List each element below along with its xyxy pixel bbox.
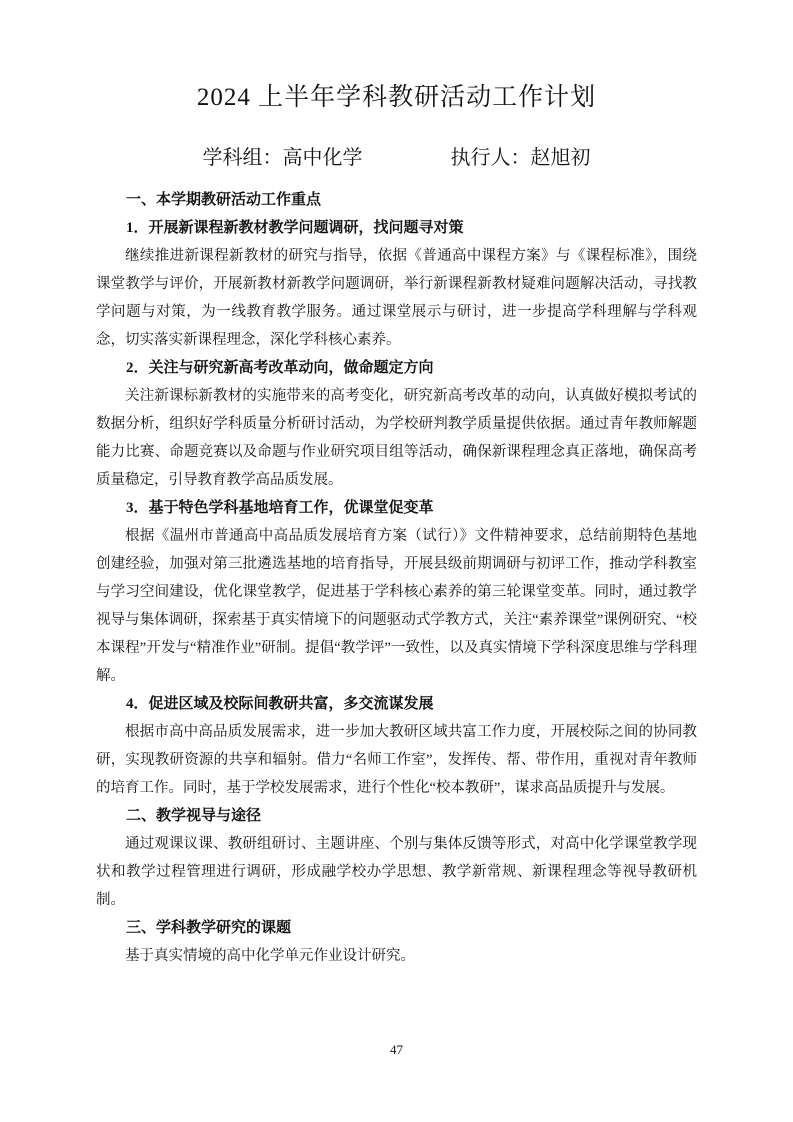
section-supervision — [96, 802, 697, 914]
subject-group — [203, 144, 363, 172]
section-heading: 三、学科教学研究的课题 — [126, 920, 292, 936]
subject-group-value: 高中化学 — [282, 147, 363, 169]
executor — [451, 144, 591, 172]
item-paragraph: 根据市高中高品质发展需求，进一步加大教研区域共富工作力度，开展校际之间的协同教研，实现教研资源的共享和辐射。借力“名师工作室”，发挥传、帮、带作用，重视对青年教师的培育工作。同时，基于学校发展需求，进行个性化“校本教研”，谋求高品质提升与发展。 — [96, 724, 697, 796]
item-paragraph: 关注新课标新教材的实施带来的高考变化，研究新高考改革的动向，认真做好模拟考试的数据分析，组织好学科质量分析研讨活动，为学校研判教学质量提供依据。通过青年教师解题能力比赛、命题竞赛以及命题与作业研究项目组等活动，确保新课程理念真正落地，确保高考质量稳定，引导教育教学高品质发展。 — [96, 388, 697, 488]
item-heading: 4．促进区域及校际间教研共富，多交流谋发展 — [126, 696, 434, 712]
document-body — [96, 186, 697, 970]
section-heading: 一、本学期教研活动工作重点 — [126, 192, 322, 208]
item-heading: 3．基于特色学科基地培育工作，优课堂促变革 — [126, 500, 434, 516]
item-paragraph: 根据《温州市普通高中高品质发展培育方案（试行）》文件精神要求，总结前期特色基地创建经验，加强对第三批遴选基地的培育指导，开展县级前期调研与初评工作，推动学科教室与学习空间建设，优化课堂教学，促进基于学科核心素养的第三轮课堂变革。同时，通过教学视导与集体调研，探索基于真实情境下的问题驱动式学教方式，关注“素养课堂”课例研究、“校本课程”开发与“精准作业”研制。提倡“教学评”一致性，以及真实情境下学科深度思维与学科理解。 — [96, 528, 697, 684]
section-research-topic — [96, 914, 697, 970]
executor-label: 执行人： — [450, 147, 531, 169]
document-title: 2024 上半年学科教研活动工作计划 — [196, 84, 597, 111]
executor-value: 赵旭初 — [530, 147, 591, 169]
page-number: 47 — [390, 1042, 403, 1057]
section-heading: 二、教学视导与途径 — [126, 808, 262, 824]
meta-row — [96, 144, 697, 172]
item-paragraph: 继续推进新课程新教材的研究与指导，依据《普通高中课程方案》与《课程标准》，围绕课堂教学与评价，开展新教材新教学问题调研，举行新课程新教材疑难问题解决活动，寻找教学问题与对策，为一线教育教学服务。通过课堂展示与研讨，进一步提高学科理解与学科观念，切实落实新课程理念，深化学科核心素养。 — [96, 248, 697, 348]
section-paragraph: 通过观课议课、教研组研讨、主题讲座、个别与集体反馈等形式，对高中化学课堂教学现状和教学过程管理进行调研，形成融学校办学思想、教学新常规、新课程理念等视导教研机制。 — [96, 836, 697, 908]
subject-group-label: 学科组： — [202, 147, 283, 169]
item-heading: 1．开展新课程新教材教学问题调研，找问题寻对策 — [126, 220, 464, 236]
item-heading: 2．关注与研究新高考改革动向，做命题定方向 — [126, 360, 434, 376]
section-key-points — [96, 186, 697, 802]
section-paragraph: 基于真实情境的高中化学单元作业设计研究。 — [125, 948, 415, 964]
